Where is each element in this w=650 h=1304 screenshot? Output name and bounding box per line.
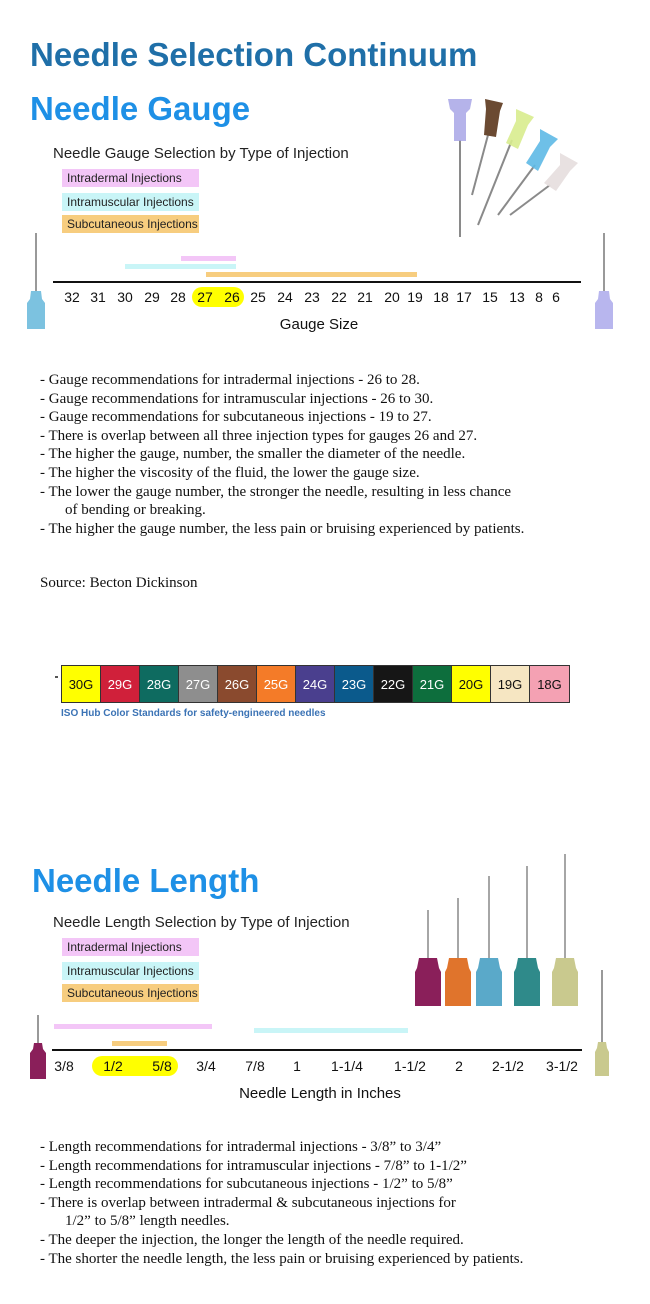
color-swatch-22g: 22G — [374, 666, 413, 702]
gauge-note: - The higher the viscosity of the fluid, the lower the gauge size. — [40, 464, 420, 481]
length-heading: Needle Length — [32, 862, 260, 899]
gauge-bar-subcutaneous — [206, 272, 417, 277]
gauge-tick-label: 19 — [407, 289, 423, 305]
gauge-note: - Gauge recommendations for intradermal injections - 26 to 28. — [40, 372, 420, 388]
needle-icon-purple — [415, 910, 441, 1006]
iso-color-chart — [61, 665, 570, 703]
gauge-tick-label: 13 — [509, 289, 525, 305]
length-tick-label: 7/8 — [245, 1058, 265, 1074]
length-note: - Length recommendations for intramuscular injections - 7/8” to 1-1/2” — [40, 1157, 467, 1174]
needle-icon-khaki — [552, 854, 578, 1006]
color-swatch-18g: 18G — [530, 666, 569, 702]
gauge-tick-label: 24 — [277, 289, 293, 305]
color-chart-marker — [55, 676, 58, 678]
length-bar-intradermal — [54, 1024, 212, 1029]
length-note: - Length recommendations for subcutaneous injections - 1/2” to 5/8” — [40, 1176, 453, 1193]
gauge-tick-label: 27 — [197, 289, 213, 305]
color-swatch-28g: 28G — [140, 666, 179, 702]
gauge-tick-label: 6 — [552, 289, 560, 305]
gauge-bar-intradermal — [181, 256, 236, 261]
length-needles-illustration — [405, 850, 590, 1010]
gauge-note: - The higher the gauge, number, the smaller the diameter of the needle. — [40, 446, 466, 463]
color-swatch-29g: 29G — [101, 666, 140, 702]
gauge-needle-left-icon — [22, 233, 52, 333]
needle-icon-teal — [514, 866, 540, 1006]
length-note: - Length recommendations for intradermal injections - 3/8” to 3/4” — [40, 1139, 442, 1155]
color-swatch-19g: 19G — [491, 666, 530, 702]
gauge-tick-label: 18 — [433, 289, 449, 305]
gauge-bar-intramuscular — [125, 264, 236, 269]
gauge-legend-intramuscular: Intramuscular Injections — [62, 193, 199, 211]
length-tick-label: 1-1/4 — [331, 1058, 363, 1074]
color-swatch-21g: 21G — [413, 666, 452, 702]
source-note: Source: Becton Dickinson — [40, 575, 198, 591]
length-note: - The deeper the injection, the longer the length of the needle required. — [40, 1231, 464, 1248]
gauge-note: - Gauge recommendations for subcutaneous injections - 19 to 27. — [40, 409, 432, 426]
gauge-tick-label: 8 — [535, 289, 543, 305]
gauge-tick-label: 25 — [250, 289, 266, 305]
length-tick-label: 1-1/2 — [394, 1058, 426, 1074]
color-swatch-20g: 20G — [452, 666, 491, 702]
length-legend-intradermal: Intradermal Injections — [62, 938, 199, 956]
length-tick-label: 1 — [293, 1058, 301, 1074]
length-tick-label: 3/4 — [196, 1058, 216, 1074]
color-swatch-30g: 30G — [62, 666, 101, 702]
gauge-subtitle: Needle Gauge Selection by Type of Injection — [53, 145, 349, 162]
length-tick-label: 2 — [455, 1058, 463, 1074]
color-swatch-27g: 27G — [179, 666, 218, 702]
color-swatch-23g: 23G — [335, 666, 374, 702]
gauge-notes — [40, 371, 524, 538]
page-title: Needle Selection Continuum — [30, 36, 478, 73]
gauge-legend-subcutaneous: Subcutaneous Injections — [62, 215, 199, 233]
needle-icon-orange — [445, 898, 471, 1006]
length-bar-intramuscular — [254, 1028, 408, 1033]
gauge-note: - The lower the gauge number, the stronger the needle, resulting in less chance — [40, 483, 512, 500]
length-axis-line — [52, 1049, 582, 1051]
gauge-tick-label: 29 — [144, 289, 160, 305]
length-subtitle: Needle Length Selection by Type of Injection — [53, 914, 350, 931]
length-note: - There is overlap between intradermal & subcutaneous injections for — [40, 1194, 456, 1211]
length-tick-label: 3/8 — [54, 1058, 74, 1074]
gauge-needle-right-icon — [590, 233, 620, 333]
gauge-note: - There is overlap between all three injection types for gauges 26 and 27. — [40, 427, 478, 444]
gauge-tick-label: 31 — [90, 289, 106, 305]
gauge-tick-label: 20 — [384, 289, 400, 305]
color-swatch-25g: 25G — [257, 666, 296, 702]
gauge-tick-label: 21 — [357, 289, 373, 305]
gauge-note: of bending or breaking. — [65, 502, 206, 519]
length-bar-subcutaneous — [112, 1041, 167, 1046]
length-tick-label: 1/2 — [103, 1058, 123, 1074]
length-notes — [40, 1138, 523, 1268]
needle-icon-blue-light — [448, 99, 472, 237]
gauge-legend-intradermal: Intradermal Injections — [62, 169, 199, 187]
gauge-note: - Gauge recommendations for intramuscular injections - 26 to 30. — [40, 390, 434, 407]
needle-icon-light-blue — [476, 876, 502, 1006]
gauge-tick-label: 15 — [482, 289, 498, 305]
gauge-tick-label: 23 — [304, 289, 320, 305]
gauge-tick-label: 30 — [117, 289, 133, 305]
length-note: - The shorter the needle length, the less pain or bruising experienced by patients. — [40, 1250, 524, 1267]
length-legend-intramuscular: Intramuscular Injections — [62, 962, 199, 980]
iso-color-caption: ISO Hub Color Standards for safety-engineered needles — [61, 708, 326, 719]
length-note: 1/2” to 5/8” length needles. — [65, 1213, 230, 1230]
gauge-note: - The higher the gauge number, the less pain or bruising experienced by patients. — [40, 520, 525, 537]
gauge-axis-line — [53, 281, 581, 283]
gauge-tick-label: 17 — [456, 289, 472, 305]
length-legend-subcutaneous: Subcutaneous Injections — [62, 984, 199, 1002]
gauge-heading: Needle Gauge — [30, 90, 251, 127]
gauge-tick-label: 32 — [64, 289, 80, 305]
length-tick-label: 3-1/2 — [546, 1058, 578, 1074]
gauge-tick-label: 22 — [331, 289, 347, 305]
gauge-tick-label: 26 — [224, 289, 240, 305]
length-needle-left-icon — [26, 1015, 50, 1081]
length-axis-label: Needle Length in Inches — [239, 1085, 401, 1102]
gauge-tick-label: 28 — [170, 289, 186, 305]
color-swatch-26g: 26G — [218, 666, 257, 702]
length-tick-label: 5/8 — [152, 1058, 172, 1074]
gauge-axis-label: Gauge Size — [279, 316, 359, 333]
length-needle-right-icon — [591, 970, 613, 1080]
length-tick-label: 2-1/2 — [492, 1058, 524, 1074]
color-swatch-24g: 24G — [296, 666, 335, 702]
needle-cluster-illustration — [430, 95, 590, 255]
needle-icon-brown — [472, 99, 503, 195]
